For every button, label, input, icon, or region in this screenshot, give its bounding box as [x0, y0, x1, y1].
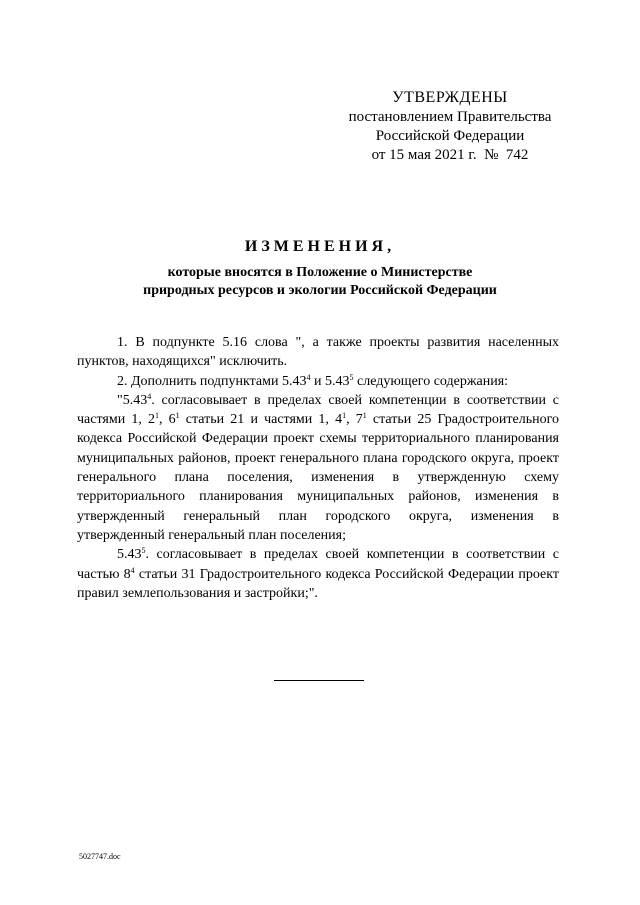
- document-subtitle: [80, 264, 560, 300]
- superscript: 5: [349, 372, 354, 382]
- document-body: [77, 333, 559, 603]
- paragraph-3-text: , 6: [159, 412, 176, 428]
- superscript: 1: [155, 411, 159, 421]
- file-name-footer: 5027747.doc: [79, 852, 121, 861]
- paragraph-3-text: . согласовывает в пределах своей компетенции в соответствии с частями 1, 2: [77, 392, 559, 428]
- paragraph-3: [77, 391, 559, 545]
- paragraph-3-text: статьи 21 и частями 1, 4: [179, 412, 343, 428]
- approval-heading: УТВЕРЖДЕНЫ: [392, 89, 508, 106]
- superscript: 1: [175, 411, 180, 421]
- document-title: ИЗМЕНЕНИЯ,: [244, 238, 396, 255]
- paragraph-1: 1. В подпункте 5.16 слова ", а также проекты развития населенных пунктов, находящихся" исключить.: [77, 335, 559, 370]
- subtitle-line-1: которые вносятся в Положение о Министерстве: [167, 265, 473, 280]
- paragraph-4-text: 5.43: [117, 547, 142, 563]
- superscript: 1: [342, 411, 347, 421]
- paragraph-3-text: , 7: [346, 412, 363, 428]
- paragraph-3-text: "5.43: [117, 392, 148, 408]
- approval-line-2: Российской Федерации: [375, 128, 525, 144]
- approval-date-line: от 15 мая 2021 г. № 742: [371, 147, 529, 163]
- paragraph-4: [77, 545, 559, 603]
- superscript: 4: [130, 565, 135, 575]
- superscript: 5: [141, 546, 146, 556]
- superscript: 4: [147, 391, 152, 401]
- paragraph-2-text: и 5.43: [310, 373, 350, 389]
- paragraph-2: [77, 372, 559, 391]
- paragraph-2-text: следующего содержания:: [353, 373, 509, 389]
- superscript: 4: [306, 372, 311, 382]
- paragraph-2-text: 2. Дополнить подпунктами 5.43: [117, 373, 307, 389]
- superscript: 1: [362, 411, 367, 421]
- paragraph-3-text: статьи 25 Градостроительного кодекса Российской Федерации проект схемы территориального планирования муниципальных районов, проект генерального плана городского округа, проект генерального плана поселения, изменения в утвержденную схему территориального планирования муниципальных районов, изменения в утвержденный генеральный план городского округа, изменения в утвержденный генеральный план поселения;: [77, 412, 560, 543]
- paragraph-4-text: статьи 31 Градостроительного кодекса Российской Федерации проект правил землепользования и застройки;".: [77, 566, 559, 601]
- subtitle-line-2: природных ресурсов и экологии Российской Федерации: [143, 283, 497, 298]
- approval-block: [330, 88, 570, 165]
- end-divider: [274, 680, 364, 681]
- approval-line-1: постановлением Правительства: [348, 109, 552, 125]
- paragraph-4-text: . согласовывает в пределах своей компетенции в соответствии с частью 8: [77, 547, 559, 582]
